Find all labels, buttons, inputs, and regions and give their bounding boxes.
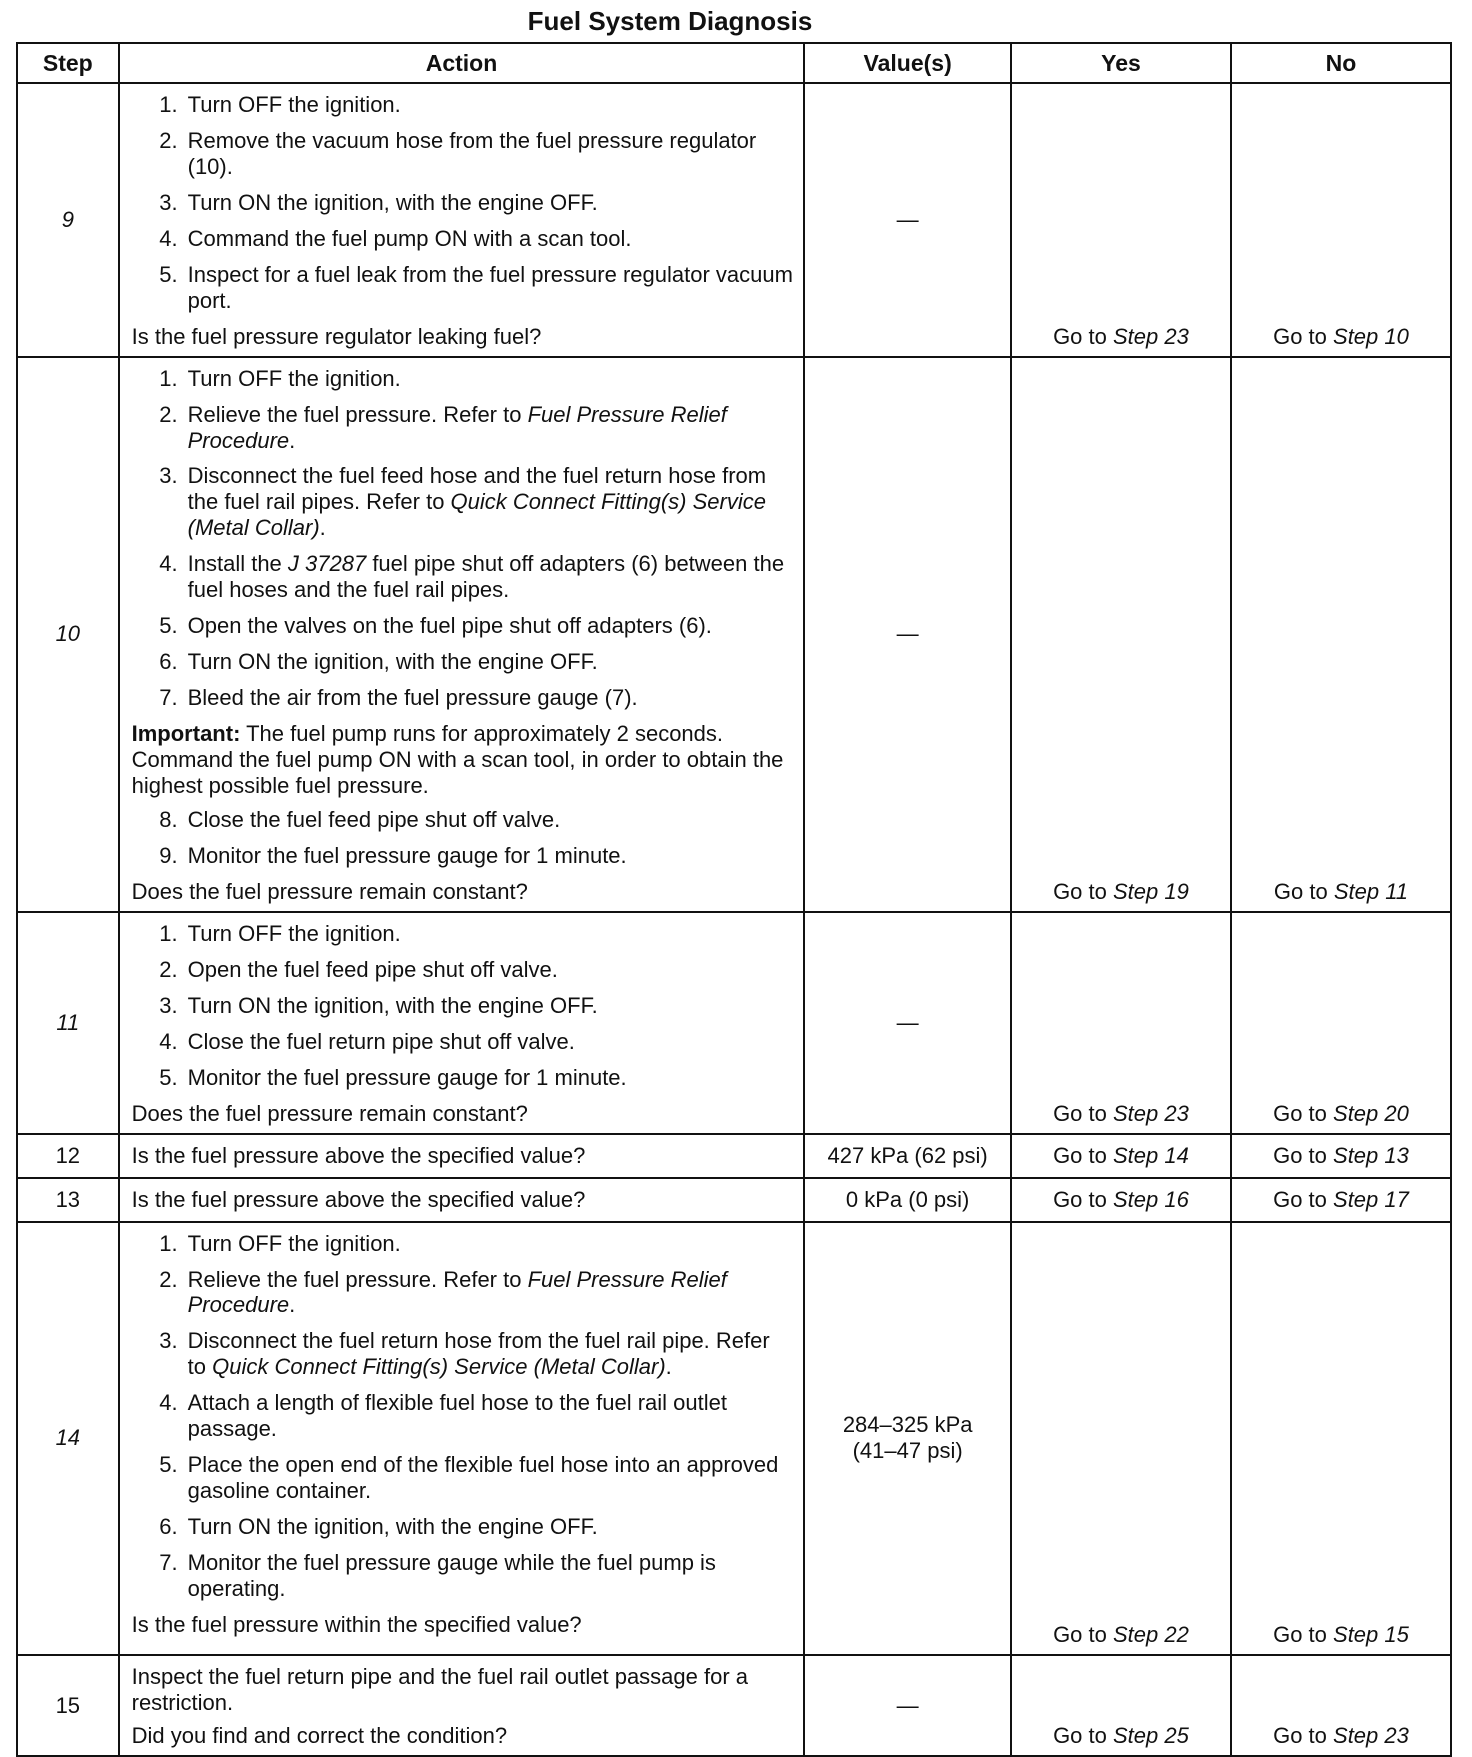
column-header-action: Action bbox=[119, 43, 805, 83]
step-instruction: Inspect the fuel return pipe and the fuel rail outlet passage for a restriction. bbox=[131, 1663, 749, 1715]
list-item: 1. Turn OFF the ignition. bbox=[159, 92, 401, 117]
yes-step-link[interactable]: Step 23 bbox=[1113, 323, 1189, 349]
column-header-yes: Yes bbox=[1011, 43, 1231, 83]
important-note: Important: The fuel pump runs for approximately 2 seconds. Command the fuel pump ON with a scan tool, in order to obtain the highest possible fuel pressure. bbox=[131, 721, 784, 799]
list-item: 2. Open the fuel feed pipe shut off valve. bbox=[159, 956, 558, 982]
list-item: 5. Open the valves on the fuel pipe shut off adapters (6). bbox=[159, 613, 712, 639]
reference-link[interactable]: Quick Connect Fitting(s) Service (Metal Collar) bbox=[187, 489, 766, 541]
list-item: 5. Inspect for a fuel leak from the fuel pressure regulator vacuum port. bbox=[159, 261, 793, 313]
no-step-link[interactable]: Step 10 bbox=[1333, 323, 1409, 349]
step-number: 12 bbox=[17, 1134, 119, 1178]
yes-cell: Go to Step 25 bbox=[1011, 1655, 1231, 1757]
table-row bbox=[17, 912, 1451, 1134]
yes-cell: Go to Step 19 bbox=[1011, 357, 1231, 912]
list-item: 9. Monitor the fuel pressure gauge for 1 minute. bbox=[159, 842, 627, 868]
list-item: 1. Turn OFF the ignition. bbox=[159, 365, 401, 391]
no-step-link[interactable]: Step 23 bbox=[1333, 1723, 1409, 1749]
no-step-link[interactable]: Step 11 bbox=[1333, 878, 1409, 904]
step-number: 13 bbox=[17, 1178, 119, 1222]
no-step-link[interactable]: Step 17 bbox=[1333, 1186, 1409, 1212]
table-row bbox=[17, 1655, 1451, 1757]
step-number: 14 bbox=[17, 1222, 119, 1655]
yes-step-link[interactable]: Step 16 bbox=[1113, 1186, 1189, 1212]
yes-cell: Go to Step 23 bbox=[1011, 83, 1231, 357]
table-header-row bbox=[17, 43, 1451, 83]
table-row bbox=[17, 1134, 1451, 1178]
yes-cell: Go to Step 23 bbox=[1011, 912, 1231, 1134]
table-row bbox=[17, 357, 1451, 912]
list-item: 5. Place the open end of the flexible fuel hose into an approved gasoline container. bbox=[159, 1452, 779, 1504]
value-cell: 0 kPa (0 psi) bbox=[804, 1178, 1011, 1222]
list-item: 6. Turn ON the ignition, with the engine OFF. bbox=[159, 1514, 598, 1540]
step-number: 11 bbox=[17, 912, 119, 1134]
yes-step-link[interactable]: Step 25 bbox=[1113, 1723, 1189, 1749]
no-step-link[interactable]: Step 13 bbox=[1333, 1142, 1409, 1168]
table-row bbox=[17, 1178, 1451, 1222]
yes-step-link[interactable]: Step 22 bbox=[1113, 1621, 1189, 1647]
step-question: Did you find and correct the condition? bbox=[131, 1723, 508, 1749]
list-item: 4. Install the J 37287 fuel pipe shut off adapters (6) between the fuel hoses and the fuel rail pipes. bbox=[159, 551, 785, 603]
list-item: 8. Close the fuel feed pipe shut off valve. bbox=[159, 806, 561, 832]
no-step-link[interactable]: Step 15 bbox=[1333, 1621, 1409, 1647]
no-cell: Go to Step 11 bbox=[1231, 357, 1451, 912]
table-row bbox=[17, 83, 1451, 357]
step-question: Is the fuel pressure within the specified value? bbox=[131, 1611, 582, 1637]
step-number: 15 bbox=[17, 1655, 119, 1757]
list-item: 6. Turn ON the ignition, with the engine OFF. bbox=[159, 649, 598, 675]
step-question: Does the fuel pressure remain constant? bbox=[131, 878, 528, 904]
step-question: Is the fuel pressure above the specified value? bbox=[119, 1178, 805, 1222]
list-item: 3. Turn ON the ignition, with the engine OFF. bbox=[159, 189, 598, 215]
list-item: 2. Relieve the fuel pressure. Refer to Fuel Pressure Relief Procedure. bbox=[159, 1266, 727, 1318]
value-cell: 427 kPa (62 psi) bbox=[804, 1134, 1011, 1178]
yes-step-link[interactable]: Step 19 bbox=[1113, 878, 1189, 904]
value-cell: — bbox=[804, 357, 1011, 912]
no-step-link[interactable]: Step 20 bbox=[1333, 1100, 1409, 1126]
list-item: 1. Turn OFF the ignition. bbox=[159, 920, 401, 946]
list-item: 3. Turn ON the ignition, with the engine OFF. bbox=[159, 992, 598, 1018]
action-cell bbox=[119, 1655, 805, 1757]
list-item: 2. Relieve the fuel pressure. Refer to Fuel Pressure Relief Procedure. bbox=[159, 401, 727, 453]
action-cell bbox=[119, 83, 805, 357]
value-cell: — bbox=[804, 83, 1011, 357]
list-item: 7. Bleed the air from the fuel pressure gauge (7). bbox=[159, 685, 638, 711]
fuel-diagnosis-table bbox=[16, 42, 1452, 1757]
step-number: 10 bbox=[17, 357, 119, 912]
column-header-values: Value(s) bbox=[804, 43, 1011, 83]
tool-reference: J 37287 bbox=[287, 551, 367, 577]
step-question: Does the fuel pressure remain constant? bbox=[131, 1100, 528, 1126]
step-question: Is the fuel pressure regulator leaking fuel? bbox=[131, 323, 542, 349]
list-item: 3. Disconnect the fuel return hose from the fuel rail pipe. Refer to Quick Connect Fitting(s) Service (Metal Collar). bbox=[159, 1328, 770, 1380]
list-item: 4. Command the fuel pump ON with a scan tool. bbox=[159, 225, 632, 251]
list-item: 2. Remove the vacuum hose from the fuel pressure regulator (10). bbox=[159, 127, 757, 179]
no-cell: Go to Step 15 bbox=[1231, 1222, 1451, 1655]
list-item: 1. Turn OFF the ignition. bbox=[159, 1230, 401, 1256]
no-cell: Go to Step 20 bbox=[1231, 912, 1451, 1134]
page-title: Fuel System Diagnosis bbox=[527, 6, 813, 36]
yes-step-link[interactable]: Step 14 bbox=[1113, 1142, 1189, 1168]
list-item: 3. Disconnect the fuel feed hose and the fuel return hose from the fuel rail pipes. Refer to Quick Connect Fitting(s) Service (Metal Collar). bbox=[159, 463, 767, 541]
yes-cell: Go to Step 16 bbox=[1011, 1178, 1231, 1222]
action-cell bbox=[119, 912, 805, 1134]
yes-cell: Go to Step 14 bbox=[1011, 1134, 1231, 1178]
column-header-no: No bbox=[1231, 43, 1451, 83]
list-item: 5. Monitor the fuel pressure gauge for 1 minute. bbox=[159, 1064, 627, 1090]
action-cell bbox=[119, 357, 805, 912]
reference-link[interactable]: Fuel Pressure Relief Procedure bbox=[187, 1266, 727, 1318]
no-cell: Go to Step 23 bbox=[1231, 1655, 1451, 1757]
no-cell: Go to Step 17 bbox=[1231, 1178, 1451, 1222]
yes-step-link[interactable]: Step 23 bbox=[1113, 1100, 1189, 1126]
column-header-step: Step bbox=[17, 43, 119, 83]
step-question: Is the fuel pressure above the specified value? bbox=[119, 1134, 805, 1178]
value-cell: 284–325 kPa (41–47 psi) bbox=[804, 1222, 1011, 1655]
no-cell: Go to Step 13 bbox=[1231, 1134, 1451, 1178]
value-cell: — bbox=[804, 1655, 1011, 1757]
reference-link[interactable]: Quick Connect Fitting(s) Service (Metal Collar) bbox=[212, 1354, 666, 1380]
value-cell: — bbox=[804, 912, 1011, 1134]
no-cell: Go to Step 10 bbox=[1231, 83, 1451, 357]
table-row bbox=[17, 1222, 1451, 1655]
list-item: 7. Monitor the fuel pressure gauge while the fuel pump is operating. bbox=[159, 1550, 716, 1602]
list-item: 4. Close the fuel return pipe shut off valve. bbox=[159, 1028, 575, 1054]
list-item: 4. Attach a length of flexible fuel hose to the fuel rail outlet passage. bbox=[159, 1390, 727, 1442]
reference-link[interactable]: Fuel Pressure Relief Procedure bbox=[187, 401, 727, 453]
step-number: 9 bbox=[17, 83, 119, 357]
action-cell bbox=[119, 1222, 805, 1655]
yes-cell: Go to Step 22 bbox=[1011, 1222, 1231, 1655]
